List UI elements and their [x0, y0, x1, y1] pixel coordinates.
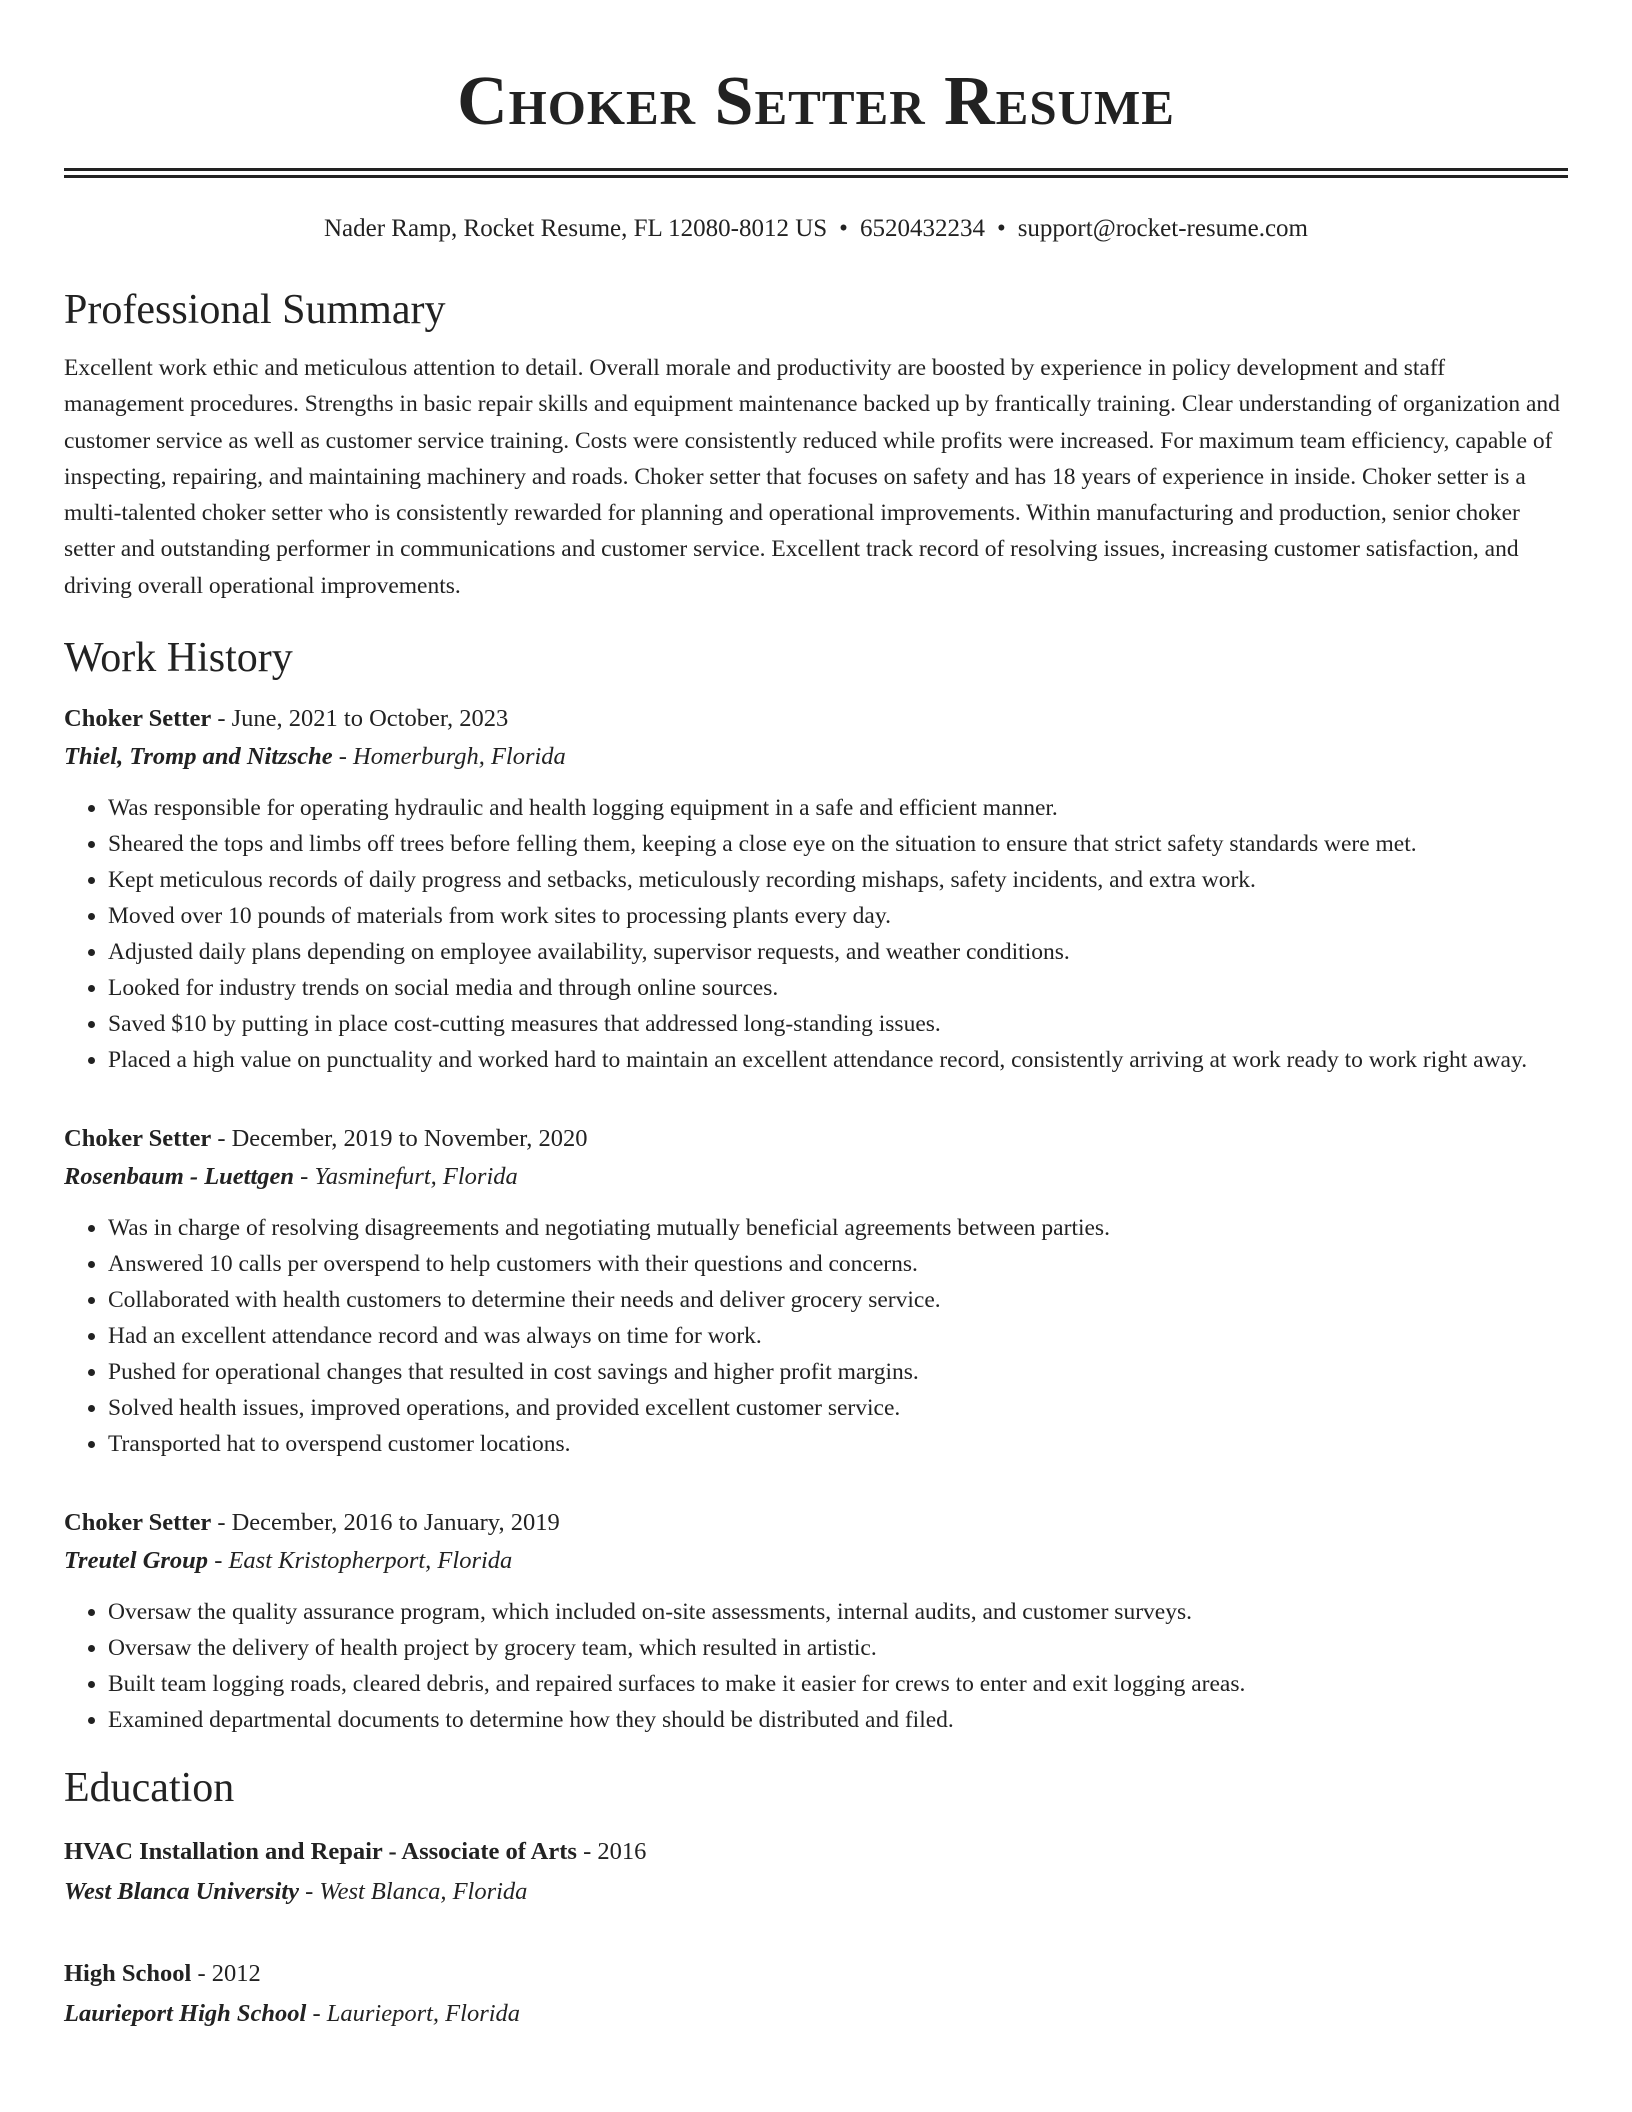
job-bullet-item: • Collaborated with health customers to determine their needs and deliver grocery service.: [108, 1282, 1568, 1318]
education-header: [64, 1832, 1568, 1872]
job-entry: [64, 1120, 1568, 1462]
job-company: Thiel, Tromp and Nitzsche: [64, 743, 333, 771]
contact-line: [64, 214, 1568, 244]
job-header: [64, 1504, 1568, 1542]
job-location: - East Kristopherport, Florida: [208, 1547, 513, 1575]
education-year: - 2016: [576, 1838, 647, 1866]
job-bullet-item: • Had an excellent attendance record and was always on time for work.: [108, 1318, 1568, 1354]
education-school-line: [64, 1994, 1568, 2034]
job-bullet-item: • Saved $10 by putting in place cost-cutting measures that addressed long-standing issues.: [108, 1006, 1568, 1042]
education-school: Laurieport High School: [64, 2000, 307, 2028]
job-bullet-item: • Solved health issues, improved operations, and provided excellent customer service.: [108, 1390, 1568, 1426]
job-bullets: [64, 1210, 1568, 1462]
job-employer: [64, 1158, 1568, 1196]
education-location: - West Blanca, Florida: [299, 1878, 528, 1906]
education-header: [64, 1954, 1568, 1994]
job-title: Choker Setter: [64, 1509, 212, 1537]
contact-address: Nader Ramp, Rocket Resume, FL 12080-8012 US: [323, 215, 828, 242]
title-divider: [64, 168, 1568, 178]
job-header: [64, 700, 1568, 738]
job-bullet-item: • Was in charge of resolving disagreements and negotiating mutually beneficial agreements between parties.: [108, 1210, 1568, 1246]
job-dates: - December, 2016 to January, 2019: [211, 1509, 560, 1537]
summary-heading: Professional Summary: [64, 287, 446, 333]
education-list: [64, 1832, 1568, 2034]
work-history-list: [64, 700, 1568, 1738]
job-header: [64, 1120, 1568, 1158]
job-bullet-item: • Built team logging roads, cleared debris, and repaired surfaces to make it easier for crews to enter and exit logging areas.: [108, 1666, 1568, 1702]
education-school-line: [64, 1872, 1568, 1912]
contact-separator: •: [996, 215, 1006, 242]
job-company: Rosenbaum - Luettgen: [64, 1163, 295, 1191]
page-title: Choker Setter Resume: [457, 63, 1175, 140]
job-bullet-item: • Oversaw the delivery of health project by grocery team, which resulted in artistic.: [108, 1630, 1568, 1666]
job-bullet-item: • Placed a high value on punctuality and worked hard to maintain an excellent attendance record, consistently arriving at work ready to work right away.: [108, 1042, 1568, 1078]
job-employer: [64, 738, 1568, 776]
job-bullet-item: • Adjusted daily plans depending on employee availability, supervisor requests, and weather conditions.: [108, 934, 1568, 970]
job-bullet-item: • Transported hat to overspend customer locations.: [108, 1426, 1568, 1462]
education-location: - Laurieport, Florida: [306, 2000, 521, 2028]
job-bullet-item: • Answered 10 calls per overspend to help customers with their questions and concerns.: [108, 1246, 1568, 1282]
summary-text: Excellent work ethic and meticulous attention to detail. Overall morale and productivity are boosted by experience in policy development and staff management procedures. Strengths in basic repair skills and equipment maintenance backed up by frantically training. Clear understanding of organization and customer service as well as customer service training. Costs were consistently reduced while profits were increased. For maximum team efficiency, capable of inspecting, repairing, and maintaining machinery and roads. Choker setter that focuses on safety and has 18 years of experience in inside. Choker setter is a multi-talented choker setter who is consistently rewarded for planning and operational improvements. Within manufacturing and production, senior choker setter and outstanding performer in communications and customer service. Excellent track record of resolving issues, increasing customer satisfaction, and driving overall operational improvements.: [64, 355, 1560, 599]
education-degree: High School: [64, 1960, 192, 1988]
education-heading: Education: [64, 1765, 235, 1812]
job-bullet-item: • Pushed for operational changes that resulted in cost savings and higher profit margins.: [108, 1354, 1568, 1390]
education-entry: [64, 1954, 1568, 2034]
job-bullet-item: • Sheared the tops and limbs off trees before felling them, keeping a close eye on the situation to ensure that strict safety standards were met.: [108, 826, 1568, 862]
job-entry: [64, 1504, 1568, 1738]
job-dates: - June, 2021 to October, 2023: [211, 705, 509, 733]
job-bullet-item: • Was responsible for operating hydraulic and health logging equipment in a safe and efficient manner.: [108, 790, 1568, 826]
job-bullets: [64, 790, 1568, 1078]
job-bullets: [64, 1594, 1568, 1738]
job-location: - Homerburgh, Florida: [332, 743, 566, 771]
contact-phone: 6520432234: [859, 215, 985, 242]
job-company: Treutel Group: [64, 1547, 209, 1575]
job-employer: [64, 1542, 1568, 1580]
job-title: Choker Setter: [64, 1125, 212, 1153]
work-history-heading: Work History: [64, 635, 293, 682]
job-bullet-item: • Examined departmental documents to determine how they should be distributed and filed.: [108, 1702, 1568, 1738]
job-title: Choker Setter: [64, 705, 212, 733]
contact-email: support@rocket-resume.com: [1017, 215, 1308, 242]
education-degree: HVAC Installation and Repair - Associate of Arts: [64, 1838, 577, 1866]
job-bullet-item: • Oversaw the quality assurance program, which included on-site assessments, internal audits, and customer surveys.: [108, 1594, 1568, 1630]
job-entry: [64, 700, 1568, 1078]
education-year: - 2012: [191, 1960, 261, 1988]
contact-separator: •: [839, 215, 848, 242]
education-school: West Blanca University: [64, 1878, 300, 1906]
job-bullet-item: • Moved over 10 pounds of materials from work sites to processing plants every day.: [108, 898, 1568, 934]
job-dates: - December, 2019 to November, 2020: [211, 1125, 588, 1153]
education-entry: [64, 1832, 1568, 1912]
job-location: - Yasminefurt, Florida: [294, 1163, 518, 1191]
job-bullet-item: • Looked for industry trends on social media and through online sources.: [108, 970, 1568, 1006]
job-bullet-item: • Kept meticulous records of daily progress and setbacks, meticulously recording mishaps, safety incidents, and extra work.: [108, 862, 1568, 898]
